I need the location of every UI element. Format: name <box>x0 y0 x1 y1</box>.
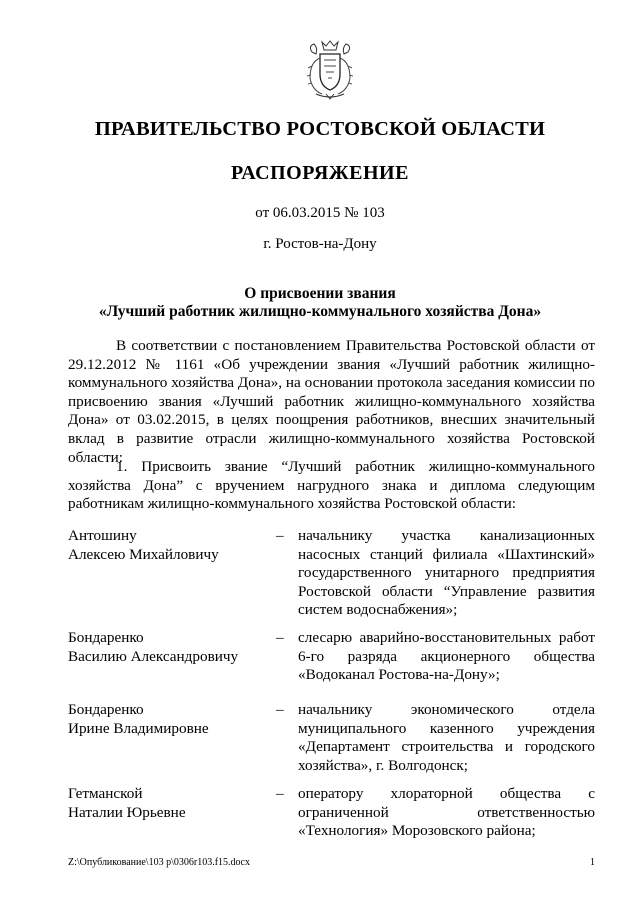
recipient-given-name: Василию Александровичу <box>68 647 239 665</box>
recipient-description: начальнику экономического отдела муниципального казенного учреждения «Департамент строительства и городского хозяйства», г. Волгодонск; <box>298 701 595 774</box>
recipient-name <box>68 527 268 564</box>
recipient-name <box>68 701 268 738</box>
preamble-paragraph: В соответствии с постановлением Правительства Ростовской области от 29.12.2012 № 1161 «Об учреждении звания «Лучший работник жилищно-коммунального хозяйства Дона», на основании протокола заседания комиссии по присвоению звания «Лучший работник жилищно-коммунального хозяйства Дона» от 03.02.2015, в целях поощрения работников, внесших значительный вклад в развитие отрасли жилищно-коммунального хозяйства Ростовской области: <box>68 337 595 466</box>
dash-separator: – <box>276 701 284 718</box>
dash-separator: – <box>276 785 284 802</box>
coat-of-arms-emblem <box>298 38 362 102</box>
document-type: РАСПОРЯЖЕНИЕ <box>231 162 409 184</box>
government-title: ПРАВИТЕЛЬСТВО РОСТОВСКОЙ ОБЛАСТИ <box>94 118 546 140</box>
subject-line-1: О присвоении звания <box>244 285 396 302</box>
recipient-description: оператору хлораторной общества с ограниченной ответственностью «Технология» Морозовского района; <box>298 785 595 840</box>
recipient-surname: Гетманской <box>68 785 143 802</box>
recipient-surname: Антошину <box>68 527 137 544</box>
dash-separator: – <box>276 629 284 646</box>
item-1-paragraph: 1. Присвоить звание “Лучший работник жилищно-коммунального хозяйства Дона” с вручением нагрудного знака и диплома следующим работникам жилищно-коммунального хозяйства Ростовской области: <box>68 458 595 513</box>
recipient-given-name: Ирине Владимировне <box>68 719 209 737</box>
dash-separator: – <box>276 527 284 544</box>
recipient-surname: Бондаренко <box>68 629 144 646</box>
city-text: г. Ростов-на-Дону <box>263 236 377 252</box>
recipient-given-name: Алексею Михайловичу <box>68 545 219 563</box>
recipient-description: начальнику участка канализационных насосных станций филиала «Шахтинский» государственного унитарного предприятия Ростовской области “Управление развития систем водоснабжения»; <box>298 527 595 619</box>
document-subject <box>60 285 580 321</box>
recipient-name <box>68 785 268 822</box>
recipient-given-name: Наталии Юрьевне <box>68 803 186 821</box>
document-date-number: от 06.03.2015 № 103 <box>255 205 385 221</box>
subject-line-2: «Лучший работник жилищно-коммунального хозяйства Дона» <box>98 303 542 320</box>
footer-page-number: 1 <box>590 857 595 868</box>
footer-file-path: Z:\Опубликование\103 р\0306r103.f15.docx <box>68 857 250 868</box>
recipient-name <box>68 629 268 666</box>
document-city <box>60 236 580 253</box>
recipient-surname: Бондаренко <box>68 701 144 718</box>
recipient-description: слесарю аварийно-восстановительных работ 6-го разряда акционерного общества «Водоканал Ростова-на-Дону»; <box>298 629 595 684</box>
